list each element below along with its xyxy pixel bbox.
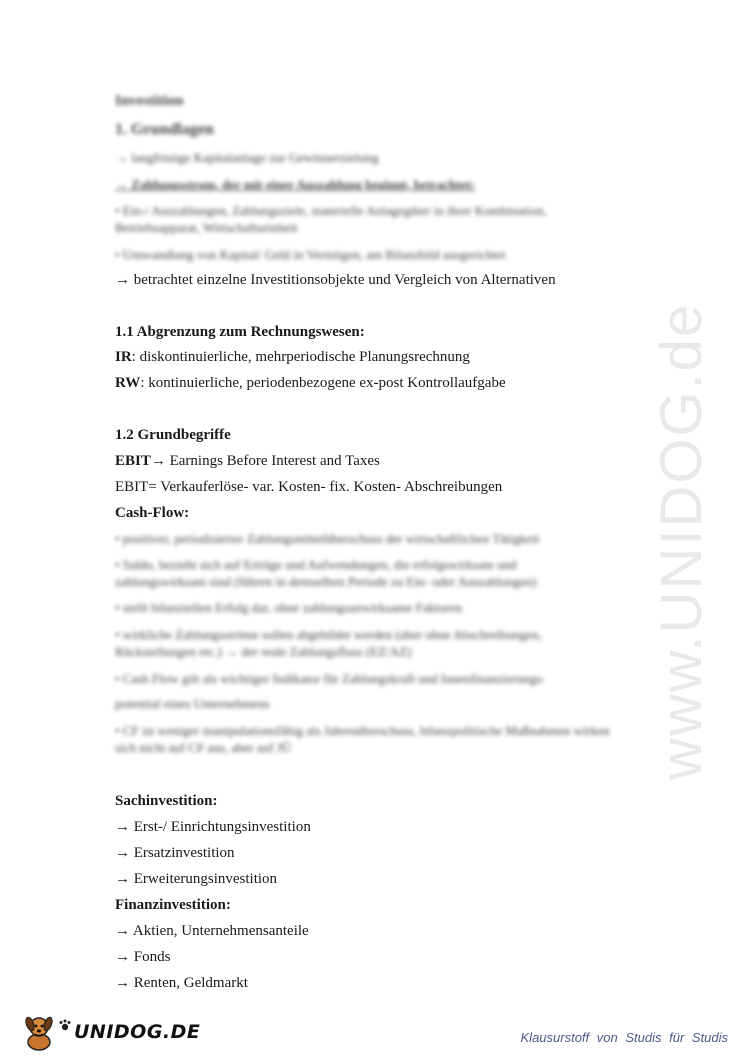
s1-line-2: → Zahlungsstrom, der mit einer Auszahlung beginnt, betrachtet: xyxy=(115,177,476,192)
rw-label: RW xyxy=(115,375,141,391)
s1-line-4: Betriebsapparat, Wirtschaftseinheit xyxy=(115,220,298,235)
watermark: www.UNIDOG.de xyxy=(649,302,714,780)
s1-line-1: → langfristige Kapitalanlage zur Gewinnerzielung xyxy=(115,150,379,165)
sach-item-3: → Erweiterungsinvestition xyxy=(115,871,278,887)
cf-line-2: • Saldo, bezieht sich auf Erträge und Aufwendungen, die erfolgswirksam und xyxy=(115,557,517,572)
finanz-item-3: → Renten, Geldmarkt xyxy=(115,975,248,991)
section-1-2-heading: 1.2 Grundbegriffe xyxy=(115,427,231,443)
cf-line-7: • Cash Flow gilt als wichtiger Indikator für Zahlungskraft und Innenfinanzierungs- xyxy=(115,671,546,686)
ebit-definition: → Earnings Before Interest and Taxes xyxy=(150,453,380,469)
s1-line-5: • Umwandlung von Kapital/ Geld in Vermögen, am Bilanzbild ausgerichtet xyxy=(115,247,506,262)
rw-text: : kontinuierliche, periodenbezogene ex-post Kontrollaufgabe xyxy=(140,375,506,391)
ebit-line xyxy=(115,451,380,471)
finanz-item-1: → Aktien, Unternehmensanteile xyxy=(115,923,309,939)
cf-line-8: potential eines Unternehmens xyxy=(115,696,270,711)
finanz-item-2: → Fonds xyxy=(115,949,171,965)
section-1-heading: 1. Grundlagen xyxy=(115,121,214,138)
logo-text: UNIDOG.DE xyxy=(74,1021,201,1043)
doc-title: Investition xyxy=(115,93,184,109)
cf-line-10: sich nicht auf CF aus, aber auf JÜ xyxy=(115,740,292,755)
sach-item-1: → Erst-/ Einrichtungsinvestition xyxy=(115,819,311,835)
cashflow-heading: Cash-Flow: xyxy=(115,505,190,521)
cf-line-5: • wirkliche Zahlungsströme sollen abgebildet werden (aber ohne Abschreibungen, xyxy=(115,627,542,642)
sachinvestition-heading: Sachinvestition: xyxy=(115,793,218,809)
s1-line-6: → betrachtet einzelne Investitionsobjekte und Vergleich von Alternativen xyxy=(115,272,556,288)
ir-text: : diskontinuierliche, mehrperiodische Planungsrechnung xyxy=(131,349,470,365)
ir-line xyxy=(115,347,470,367)
footer-tagline: Klausurstoff von Studis für Studis xyxy=(520,1030,728,1045)
s1-line-3: • Ein-/ Auszahlungen, Zahlungsziele, materielle Anlagegüter in ihrer Kombination, xyxy=(115,203,547,218)
dog-mascot-icon xyxy=(22,1012,56,1052)
ebit-label: EBIT xyxy=(115,453,151,469)
ir-label: IR xyxy=(115,349,132,365)
ebit-formula: EBIT= Verkauferlöse- var. Kosten- fix. Kosten- Abschreibungen xyxy=(115,479,503,495)
unidog-logo[interactable] xyxy=(22,1012,200,1052)
rw-line xyxy=(115,373,506,393)
finanzinvestition-heading: Finanzinvestition: xyxy=(115,897,231,913)
cf-line-1: • positiver, periodisierter Zahlungsmittelüberschuss der wirtschaftlichen Tätigkeit xyxy=(115,531,540,546)
cf-line-3: zahlungswirksam sind (führen in demselben Periode zu Ein- oder Auszahlungen) xyxy=(115,574,537,589)
cf-line-6: Rückstellungen etc.) → der reale Zahlungsfluss (EZ/AZ) xyxy=(115,644,412,659)
paw-icon xyxy=(58,1018,72,1032)
section-1-1-heading: 1.1 Abgrenzung zum Rechnungswesen: xyxy=(115,324,365,340)
cf-line-9: • CF ist weniger manipulationsfähig als Jahresüberschuss, bilanzpolitische Maßnahmen wirken xyxy=(115,723,610,738)
cf-line-4: • stellt bilanziellen Erfolg dar, ohne zahlungsunwirksame Faktoren xyxy=(115,600,462,615)
sach-item-2: → Ersatzinvestition xyxy=(115,845,235,861)
